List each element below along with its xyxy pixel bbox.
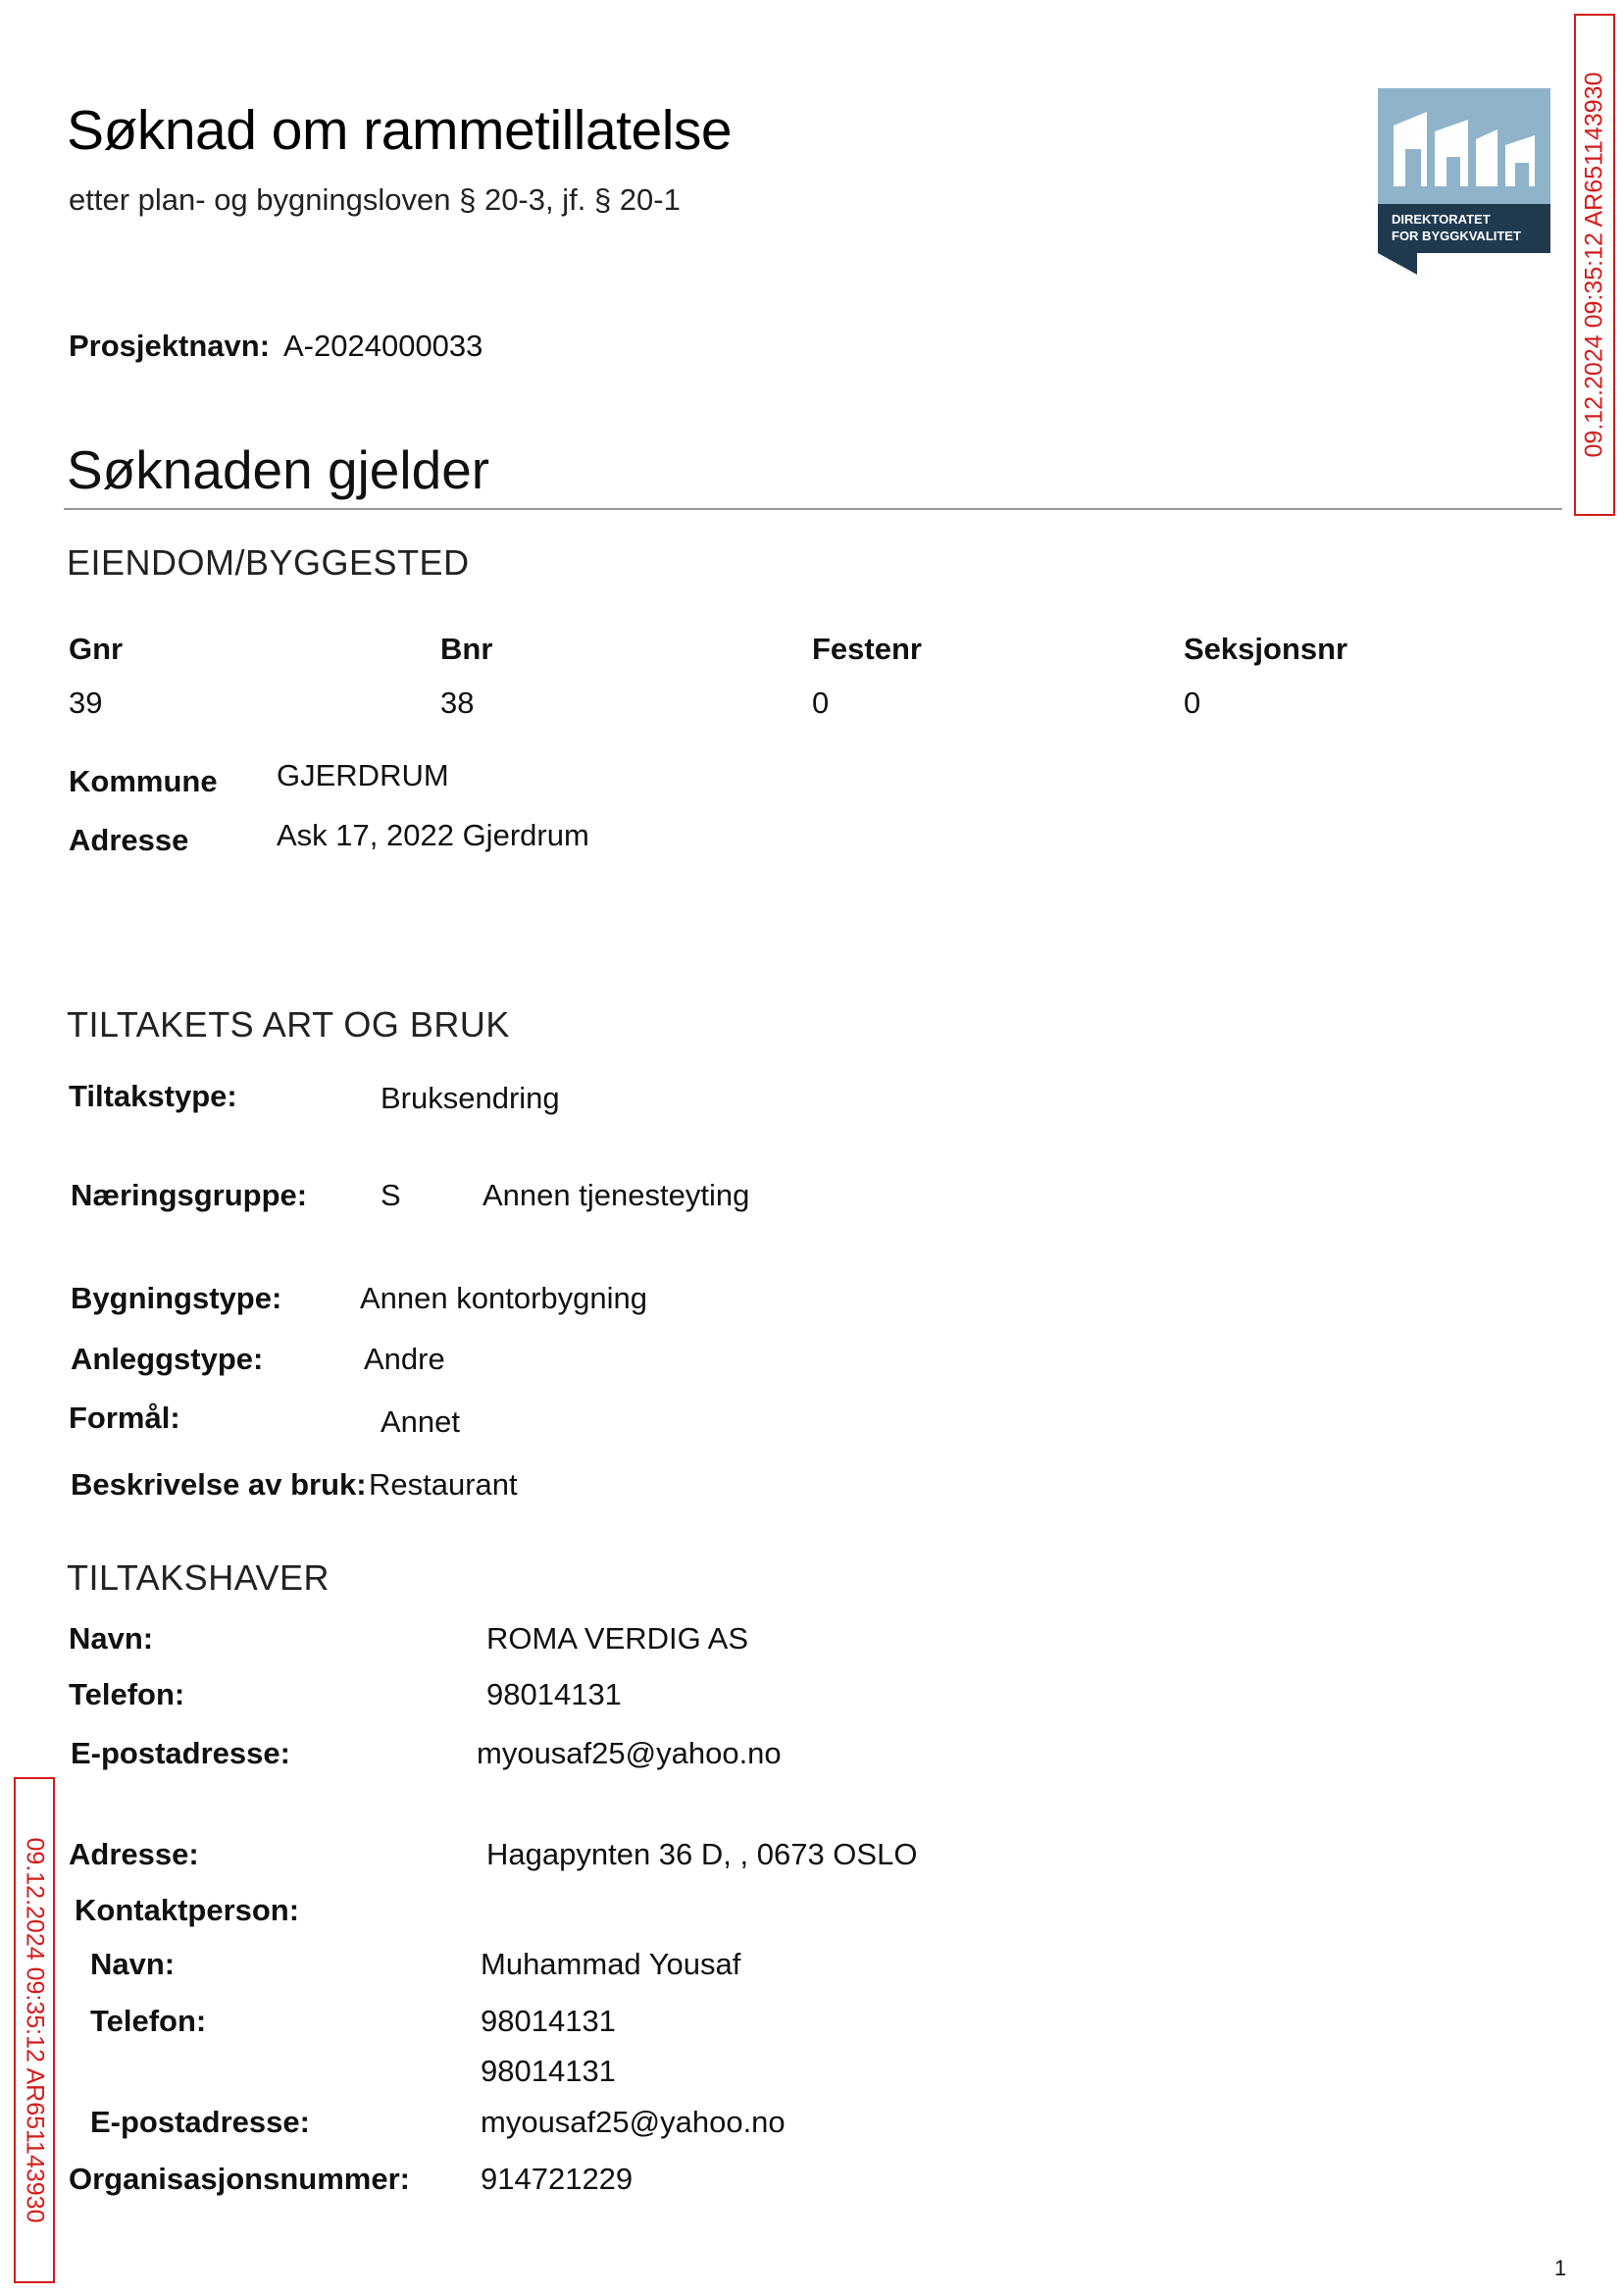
kommune-value: GJERDRUM (277, 758, 449, 792)
document-subtitle: etter plan- og bygningsloven § 20-3, jf. § 20-1 (69, 182, 681, 217)
kontakt-telefon-value-1: 98014131 (481, 2004, 616, 2038)
beskrivelse-value: Restaurant (369, 1467, 518, 1502)
logo-text-line2: FOR BYGGKVALITET (1392, 229, 1521, 243)
festenr-value: 0 (812, 686, 830, 720)
owner-navn-label: Navn: (69, 1621, 154, 1656)
beskrivelse-label: Beskrivelse av bruk: (71, 1467, 367, 1502)
tiltakstype-value: Bruksendring (381, 1081, 560, 1115)
section-heading: Søknaden gjelder (67, 439, 490, 500)
owner-adresse-label: Adresse: (69, 1837, 199, 1871)
document-title: Søknad om rammetillatelse (67, 99, 733, 162)
naeringsgruppe-label: Næringsgruppe: (71, 1178, 308, 1212)
bnr-label: Bnr (440, 632, 493, 666)
timestamp-stamp-left (14, 1777, 55, 2283)
owner-epost-label: E-postadresse: (71, 1736, 290, 1770)
bygningstype-value: Annen kontorbygning (360, 1281, 648, 1315)
bygningstype-label: Bygningstype: (71, 1281, 282, 1315)
dibk-logo (1378, 88, 1550, 275)
measure-heading: TILTAKETS ART OG BRUK (67, 1004, 510, 1045)
naeringsgruppe-value: Annen tjenesteyting (482, 1178, 750, 1212)
kommune-label: Kommune (69, 764, 218, 798)
tiltakstype-label: Tiltakstype: (69, 1079, 237, 1113)
seksjonsnr-value: 0 (1184, 686, 1201, 720)
stamp-text: 09.12.2024 09:35:12 AR651143930 (21, 1837, 49, 2223)
owner-adresse-value: Hagapynten 36 D, , 0673 OSLO (486, 1837, 918, 1871)
anleggstype-label: Anleggstype: (71, 1342, 264, 1376)
kontakt-epost-label: E-postadresse: (90, 2105, 310, 2139)
project-value: A-2024000033 (283, 329, 483, 363)
bnr-value: 38 (440, 686, 475, 720)
festenr-label: Festenr (812, 632, 922, 666)
naeringsgruppe-code: S (381, 1178, 401, 1212)
owner-epost-value: myousaf25@yahoo.no (477, 1736, 782, 1770)
kontakt-navn-label: Navn: (90, 1947, 176, 1981)
orgnr-label: Organisasjonsnummer: (69, 2162, 410, 2196)
logo-text-line1: DIREKTORATET (1392, 212, 1491, 227)
section-divider (64, 508, 1562, 510)
kontakt-epost-value: myousaf25@yahoo.no (481, 2105, 786, 2139)
owner-heading: TILTAKSHAVER (67, 1557, 330, 1598)
orgnr-value: 914721229 (481, 2162, 634, 2196)
kontaktperson-label: Kontaktperson: (75, 1893, 300, 1927)
stamp-text: 09.12.2024 09:35:12 AR651143930 (1580, 72, 1608, 458)
owner-navn-value: ROMA VERDIG AS (486, 1621, 749, 1656)
kontakt-telefon-label: Telefon: (90, 2004, 207, 2038)
seksjonsnr-label: Seksjonsnr (1184, 632, 1348, 666)
page-number: 1 (1554, 2256, 1567, 2280)
timestamp-stamp-right (1574, 14, 1615, 516)
gnr-label: Gnr (69, 632, 124, 666)
formal-value: Annet (381, 1404, 461, 1439)
property-heading: EIENDOM/BYGGESTED (67, 542, 470, 583)
logo-graphic (1378, 88, 1550, 275)
kontakt-telefon-value-2: 98014131 (481, 2054, 616, 2088)
owner-telefon-value: 98014131 (486, 1677, 622, 1711)
kontakt-navn-value: Muhammad Yousaf (481, 1947, 741, 1981)
formal-label: Formål: (69, 1401, 180, 1435)
gnr-value: 39 (69, 686, 103, 720)
project-label: Prosjektnavn: (69, 329, 271, 363)
adresse-label: Adresse (69, 823, 189, 857)
anleggstype-value: Andre (364, 1342, 445, 1376)
adresse-value: Ask 17, 2022 Gjerdrum (277, 818, 589, 852)
owner-telefon-label: Telefon: (69, 1677, 185, 1711)
